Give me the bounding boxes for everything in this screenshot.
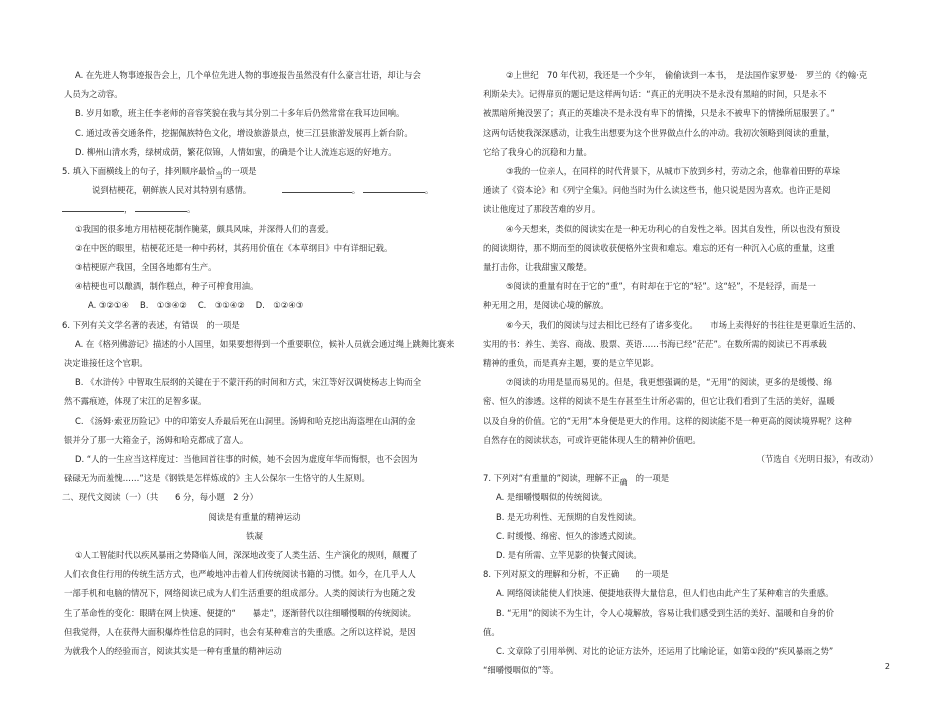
paragraph-2-line: ②上世纪 70 年代初，我还是一个少年， 偷偷读到一本书， 是法国作家罗曼· 罗兰的《约翰·克 [506,70,868,80]
section-heading: 二、现代文阅读（一）（共 6 分，每小题 2 分） [62,492,259,503]
paragraph-1-line: 一部手机和电脑的情况下，网络阅读已成为人们生活重要的组成部分。人类的阅读行为也随之发 [64,588,416,599]
paragraph-2-line: 利斯朵夫》。记得扉页的题记是这样两句话：“真正的光明决不是永没有黑暗的时间，只是永不 [483,89,827,100]
q7-stem-end: 的一项是 [635,473,670,484]
q7-emphasis-dot: 确 [619,478,628,488]
q5-blank-end: 。 [424,185,434,196]
paragraph-3-line: ③我的一位亲人，在同样的时代背景下，从城市下放到乡村，劳动之余，他靠着田野的草垛 [506,166,841,177]
q8-stem-end: 的一项是 [635,569,669,580]
paragraph-5-line: ⑤阅读的重量有时在于它的“重”，有时却在于它的“轻”。这“轻”，不是轻浮，而是一 [506,281,816,292]
q6-option-d: D. “人的一生应当这样度过：当他回首往事的时候，她不会因为虚度年华而悔恨，也不会因为 [75,454,418,465]
q4-option-b: B. 岁月如歌，班主任李老师的音容笑貌在我与其分别二十多年后仍然常常在我耳边回响。 [75,108,405,119]
paragraph-3-line: 通读了《资本论》和《列宁全集》。问他当时为什么读这些书，他只说是因为喜欢。也许正是阅 [483,185,831,196]
q6-option-b-cont: 然不露痕迹，体现了宋江的足智多谋。 [64,396,207,407]
paragraph-1-line: 但我觉得，人在获得大面积爆炸性信息的同时，也会有某种难言的失重感。之所以这样说，是因 [64,626,416,637]
q5-choices: A. ③②①④ B. ①③④② C. ③①④② D. ①②④③ [88,300,304,311]
paragraph-1-line: 为就我个人的经验而言，阅读其实是一种有重量的精神运动 [64,646,282,657]
q5-stem [52,162,457,181]
paragraph-7-line: 密、恒久的渗透。这样的阅读不是生存甚至生计所必需的，但它让我们看到了生活的美好，温暖 [483,396,835,407]
q6-stem [52,316,457,335]
q7-option-b: B. 是无功利性、无预期的自发性阅读。 [496,511,642,522]
paragraph-7-line: ⑦阅读的功用是显而易见的。但是，我更想强调的是，“无用”的阅读，更多的是缓慢、绵 [506,377,833,388]
q8-option-b: B. “无用”的阅读不为生计，令人心境解放，容易让我们感受到生活的美好、温暖和自身的价 [496,607,834,618]
q6-option-b: B. 《水浒传》中智取生辰纲的关键在于不蒙汗药的时间和方式，宋江等好汉调使杨志上钩而全 [75,377,422,388]
q7-option-a: A. 是细嚼慢咽似的传统阅读。 [496,492,608,503]
q8-option-a: A. 网络阅读能使人们快速、便捷地获得大量信息，但人们也由此产生了某种难言的失重感。 [496,588,834,599]
q7-option-d: D. 是有所需、立竿见影的快餐式阅读。 [496,550,642,561]
q5-blank-line [52,200,457,219]
paragraph-5-line: 种无用之用，是阅读心境的解放。 [483,300,609,311]
source-note: （节选自《光明日报》，有改动） [756,454,878,465]
q5-emphasis-dot: 当 [215,171,224,181]
paragraph-1-line: 人们衣食住行用的传统生活方式，也严峻地冲击着人们传统阅读书籍的习惯。如今，在几乎人人 [64,569,416,580]
q5-blank-sep: 。 [351,185,361,196]
paragraph-2-line: 它给了我身心的沉稳和力量。 [483,146,592,157]
q5-blank3-sep: ， [124,204,133,215]
q8-stem [483,565,898,584]
paragraph-6-line: ⑥今天，我们的阅读与过去相比已经有了诸多变化。 市场上卖得好的书往往是更靠近生活的、 [506,319,862,330]
q8-option-b-cont: 值。 [483,626,500,637]
paragraph-1-line: 生了革命性的变化：眼睛在网上快速、便捷的“ 暴走”，逐渐替代以往细嚼慢咽的传统阅读。 [64,607,417,618]
q5-blank-1[interactable] [282,182,352,193]
q6-stem-end: 的一项是 [206,319,240,330]
q5-blank-2[interactable] [363,182,425,193]
q5-blank4-end: 。 [187,204,196,215]
q5-item-1: ①我国的很多地方用桔梗花制作腌菜，颇具风味，并深得人们的喜爱。 [75,223,334,234]
paragraph-6-line: 实用的书：养生、美容、商战、股票、英语……书海已经“茫茫”。在数所需的阅读已不再承载 [483,338,827,349]
paragraph-6-line: 精神的重负，而是真弃主题，要的是立竿见影。 [483,358,659,369]
right-column [483,66,898,681]
q7-stem-text: 7. 下列对“有重量的”阅读，理解不正 [483,473,620,484]
q4-option-d: D. 柳州山清水秀，绿树成荫，繁花似锦，人情如蜜，的确是个让人流连忘返的好地方。 [75,146,397,157]
q6-option-d-cont: 碌碌无为而羞愧……”这是《钢铁是怎样炼成的》主人公保尔一生恪守的人生原则。 [64,473,370,484]
paragraph-7-line: 自然存在的阅读状态，可或许更能体现人生的精神价值吧。 [483,434,701,445]
q5-stem-text: 5. 填入下面横线上的句子，排列顺序最恰 [62,166,216,177]
paragraph-7-line: 以及自身的价值。它的“无用”本身便是更大的作用。这样的阅读能不是一种更高的阅读境界呢？这种 [483,415,852,426]
q5-blank-4[interactable] [135,201,187,212]
q5-stem-end: 的一项是 [223,166,257,177]
paragraph-1-line: ①人工智能时代以疾风暴雨之势降临人间，深深地改变了人类生活、生产演化的规则，颠覆了 [75,550,418,561]
q4-option-a: A. 在先进人物事迹报告会上，几个单位先进人物的事迹报告虽然没有什么豪言壮语，却让与会 [75,70,421,80]
q7-option-c: C. 时缓慢、绵密、恒久的渗透式阅读。 [496,530,642,541]
paragraph-3-line: 读让他度过了那段苦难的岁月。 [483,204,601,215]
q8-option-c: C. 文章除了引用举例、对比的论证方法外，还运用了比喻论证，如第①段的“疾风暴雨之势” [496,646,834,657]
q8-option-c-cont: “细嚼慢咽似的”等。 [483,665,559,676]
q6-option-a: A. 在《格列佛游记》描述的小人国里，如果要想得到一个重要职位，候补人员就会通过绳上跳舞比赛来 [75,338,455,349]
left-column [52,66,457,661]
q4-option-c: C. 通过改善交通条件，挖掘佩族特色文化，增设旅游景点，使三江县旅游发展再上新台阶。 [75,127,413,138]
q4-option-a-cont: 人员为之动容。 [64,89,123,100]
q5-blank-3[interactable] [62,201,124,212]
q5-item-2: ②在中医的眼里，桔梗花还是一种中药材，其药用价值在《本草纲目》中有详细记载。 [75,242,393,253]
q5-item-4: ④桔梗也可以酿酒，制作糕点，种子可榨食用油。 [75,281,259,292]
paragraph-4-line: 的阅读期待，那不期而至的阅读收获便格外宝贵和难忘。难忘的还有一种沉入心底的重量，这重 [483,242,835,253]
page-number: 2 [884,662,890,671]
q6-option-c-cont: 银并分了那一大箱金子，汤姆和哈克都成了富人。 [64,434,249,445]
q5-lead [52,181,457,200]
paragraph-2-line: 被黑暗所掩没罢了；真正的英雄决不是永没有卑下的情操，只是永不被卑下的情操所屈服罢了。” [483,108,835,119]
q6-option-c: C. 《汤姆·索亚历险记》中的印第安人乔最后死在山洞里。汤姆和哈克挖出海盗埋在山洞的金 [75,415,416,426]
q5-lead-text: 说到桔梗花，朝鲜族人民对其特别有感情。 [92,185,252,196]
q5-item-3: ③桔梗原产我国，全国各地都有生产。 [75,262,217,273]
article-title: 阅读是有重量的精神运动 [208,511,301,522]
q6-option-a-cont: 决定谁接任这个官职。 [64,358,148,369]
paragraph-4-line: ④今天想来，类似的阅读实在是一种无功利心的自发性之举。因其自发性，所以也没有预设 [506,223,841,234]
paragraph-2-line: 这两句话使我深深感动，让我生出想要为这个世界做点什么的冲动。我初次领略到阅读的重量， [483,127,835,138]
q6-stem-text: 6. 下列有关文学名著的表述，有错误 [62,319,199,330]
q8-stem-text: 8. 下列对原文的理解和分析，不正确 [483,569,620,580]
q7-stem [483,469,898,488]
paragraph-4-line: 量打击你，让我甜蜜又酸楚。 [483,262,592,273]
article-author: 铁凝 [246,530,263,541]
